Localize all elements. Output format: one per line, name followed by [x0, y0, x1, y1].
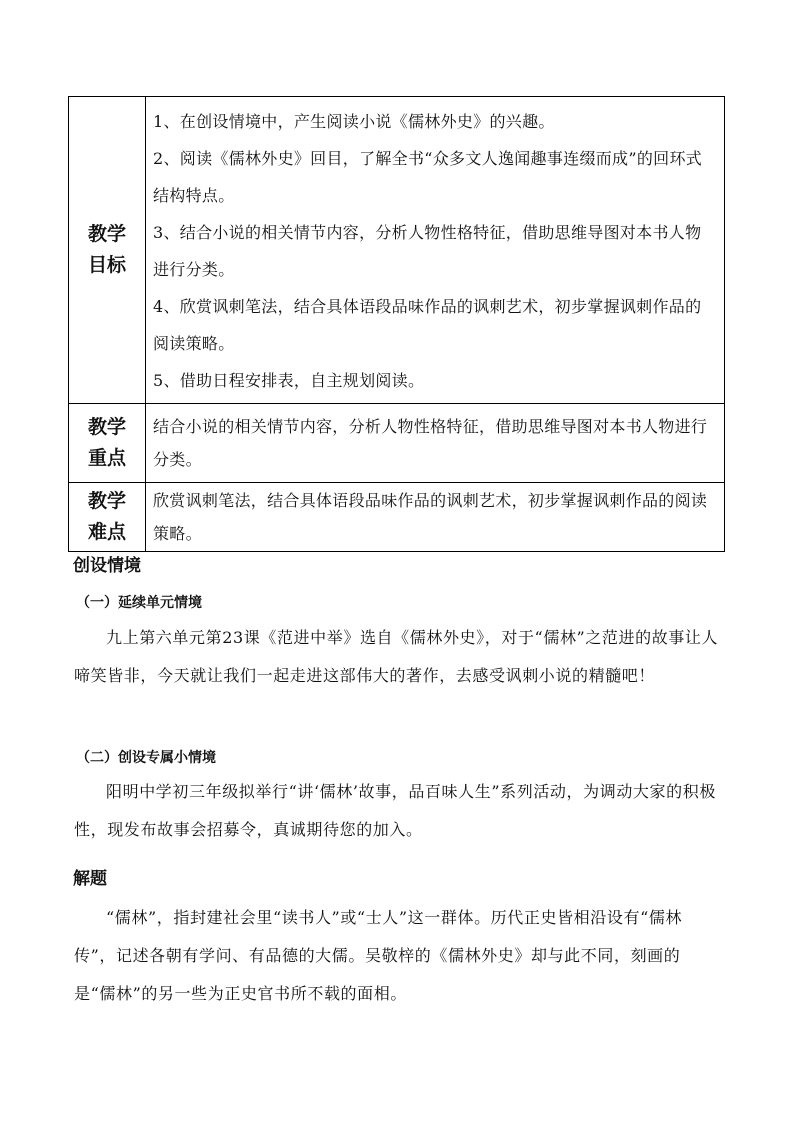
table-row-difficulties — [69, 483, 725, 552]
goals-label-cell — [69, 97, 146, 404]
paragraph-special-context: 阳明中学初三年级拟举行“讲‘儒林’故事，品百味人生”系列活动，为调动大家的积极性，现发布故事会招募令，真诚期待您的加入。 — [74, 782, 716, 839]
subheading-unit-context: （一）延续单元情境 — [76, 595, 202, 611]
lesson-plan-table — [68, 96, 725, 552]
table-row-key-points — [69, 404, 725, 483]
key-label-cell — [69, 404, 146, 483]
goal-item-1: 1、在创设情境中，产生阅读小说《儒林外史》的兴趣。 — [153, 112, 555, 131]
heading-context: 创设情境 — [73, 556, 141, 576]
difficulty-label-cell — [69, 483, 146, 552]
paragraph-title-explanation: “儒林”，指封建社会里“读书人”或“士人”这一群体。历代正史皆相沿设有“儒林传”，记述各朝有学问、有品德的大儒。吴敬梓的《儒林外史》却与此不同，刻画的是“儒林”的另一些为正史官书所不载的面相。 — [74, 908, 683, 1003]
goals-content-cell — [146, 97, 725, 404]
paragraph-unit-context: 九上第六单元第23课《范进中举》选自《儒林外史》，对于“儒林”之范进的故事让人啼笑皆非，今天就让我们一起走进这部伟大的著作，去感受讽刺小说的精髓吧！ — [74, 628, 719, 685]
key-label-line-2: 重点 — [87, 447, 126, 469]
goals-label-line-1: 教学 — [87, 223, 126, 245]
key-text: 结合小说的相关情节内容，分析人物性格特征，借助思维导图对本书人物进行分类。 — [153, 417, 708, 469]
key-label-line-1: 教学 — [87, 416, 126, 438]
goal-item-5: 5、借助日程安排表，自主规划阅读。 — [153, 371, 425, 390]
goal-item-3: 3、结合小说的相关情节内容，分析人物性格特征，借助思维导图对本书人物进行分类。 — [153, 223, 702, 279]
goal-item-2: 2、阅读《儒林外史》回目，了解全书“众多文人逸闻趣事连缀而成”的回环式结构特点。 — [153, 149, 703, 205]
heading-title-explanation: 解题 — [73, 869, 107, 889]
difficulty-text: 欣赏讽刺笔法，结合具体语段品味作品的讽刺艺术，初步掌握讽刺作品的阅读策略。 — [153, 491, 708, 543]
difficulty-label-line-1: 教学 — [87, 490, 126, 512]
key-content-cell — [146, 404, 725, 483]
difficulty-content-cell — [146, 483, 725, 552]
subheading-special-context: （二）创设专属小情境 — [76, 750, 216, 766]
goal-item-4: 4、欣赏讽刺笔法，结合具体语段品味作品的讽刺艺术，初步掌握讽刺作品的阅读策略。 — [153, 297, 702, 353]
goals-label-line-2: 目标 — [87, 254, 126, 276]
table-row-goals — [69, 97, 725, 404]
difficulty-label-line-2: 难点 — [87, 521, 126, 543]
